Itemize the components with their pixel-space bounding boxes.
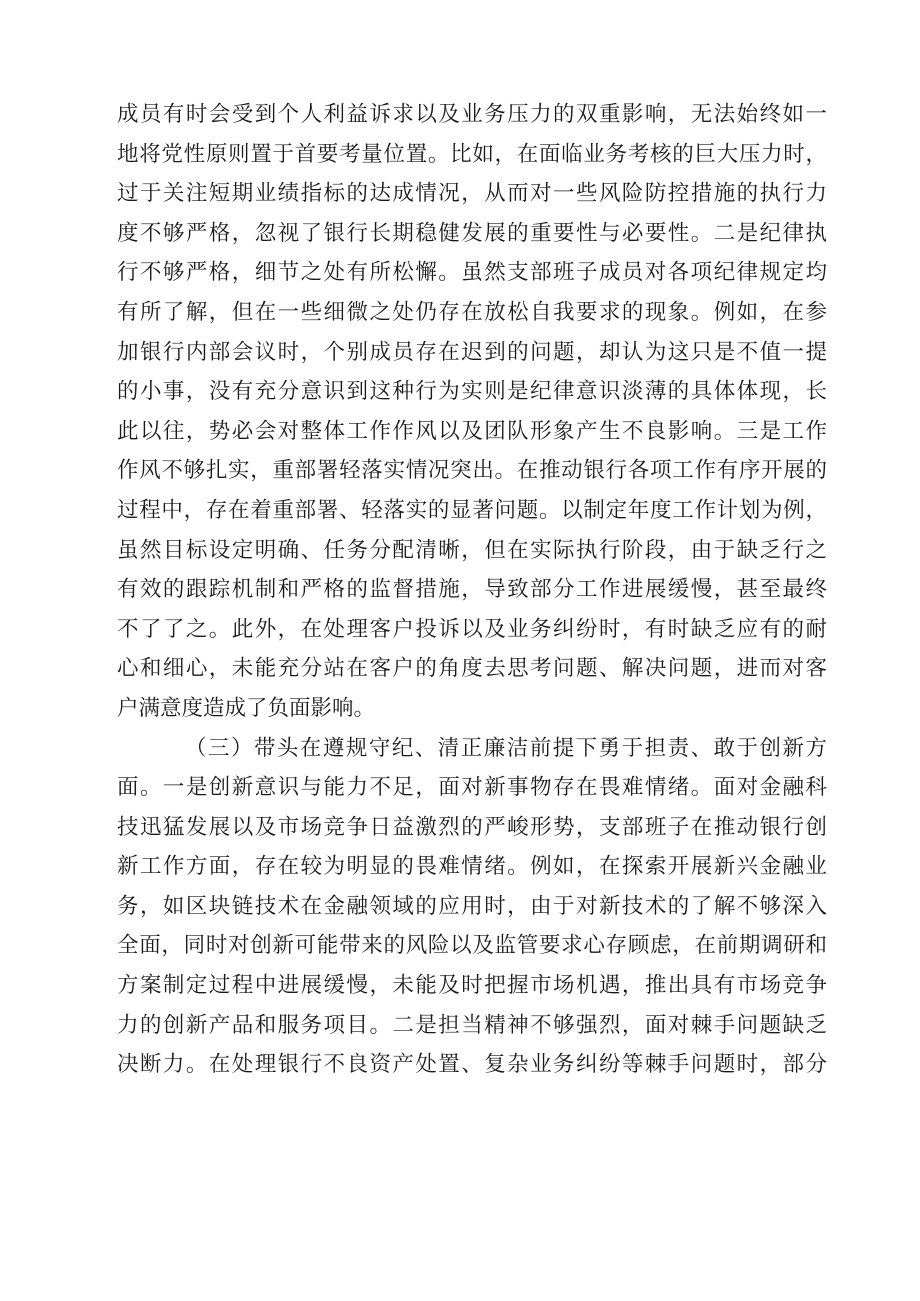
text-line: 有效的跟踪机制和严格的监督措施，导致部分工作进展缓慢，甚至最终: [117, 577, 827, 603]
text-line: 行不够严格，细节之处有所松懈。虽然支部班子成员对各项纪律规定均: [117, 260, 827, 286]
text-line: 务，如区块链技术在金融领域的应用时，由于对新技术的了解不够深入: [117, 893, 827, 919]
text-line: 加银行内部会议时，个别成员存在迟到的问题，却认为这只是不值一提: [117, 339, 827, 365]
text-line: 有所了解，但在一些细微之处仍存在放松自我要求的现象。例如，在参: [117, 299, 827, 325]
text-line: 技迅猛发展以及市场竞争日益激烈的严峻形势，支部班子在推动银行创: [117, 814, 827, 840]
text-line: 地将党性原则置于首要考量位置。比如，在面临业务考核的巨大压力时，: [117, 141, 827, 167]
section-heading-line: （三）带头在遵规守纪、清正廉洁前提下勇于担责、敢于创新方: [185, 735, 827, 761]
text-line: 度不够严格，忽视了银行长期稳健发展的重要性与必要性。二是纪律执: [117, 220, 827, 246]
text-line: 面。一是创新意识与能力不足，面对新事物存在畏难情绪。面对金融科: [117, 775, 827, 801]
text-line: 心和细心，未能充分站在客户的角度去思考问题、解决问题，进而对客: [117, 656, 827, 682]
text-line: 过于关注短期业绩指标的达成情况，从而对一些风险防控措施的执行力: [117, 181, 827, 207]
text-line: 新工作方面，存在较为明显的畏难情绪。例如，在探索开展新兴金融业: [117, 854, 827, 880]
body-text: [117, 95, 827, 1085]
text-line: 全面，同时对创新可能带来的风险以及监管要求心存顾虑，在前期调研和: [117, 933, 827, 959]
text-line: 户满意度造成了负面影响。: [117, 695, 376, 721]
text-line: 此以往，势必会对整体工作作风以及团队形象产生不良影响。三是工作: [117, 418, 827, 444]
text-line: 方案制定过程中进展缓慢，未能及时把握市场机遇，推出具有市场竞争: [117, 973, 827, 999]
text-line: 力的创新产品和服务项目。二是担当精神不够强烈，面对棘手问题缺乏: [117, 1012, 827, 1038]
text-line: 虽然目标设定明确、任务分配清晰，但在实际执行阶段，由于缺乏行之: [117, 537, 827, 563]
text-line: 决断力。在处理银行不良资产处置、复杂业务纠纷等棘手问题时，部分: [117, 1052, 827, 1078]
text-line: 作风不够扎实，重部署轻落实情况突出。在推动银行各项工作有序开展的: [117, 458, 827, 484]
text-line: 成员有时会受到个人利益诉求以及业务压力的双重影响，无法始终如一: [117, 102, 827, 127]
text-line: 的小事，没有充分意识到这种行为实则是纪律意识淡薄的具体体现，长: [117, 379, 827, 405]
text-line: 不了了之。此外，在处理客户投诉以及业务纠纷时，有时缺乏应有的耐: [117, 616, 827, 642]
text-line: 过程中，存在着重部署、轻落实的显著问题。以制定年度工作计划为例，: [117, 497, 827, 523]
